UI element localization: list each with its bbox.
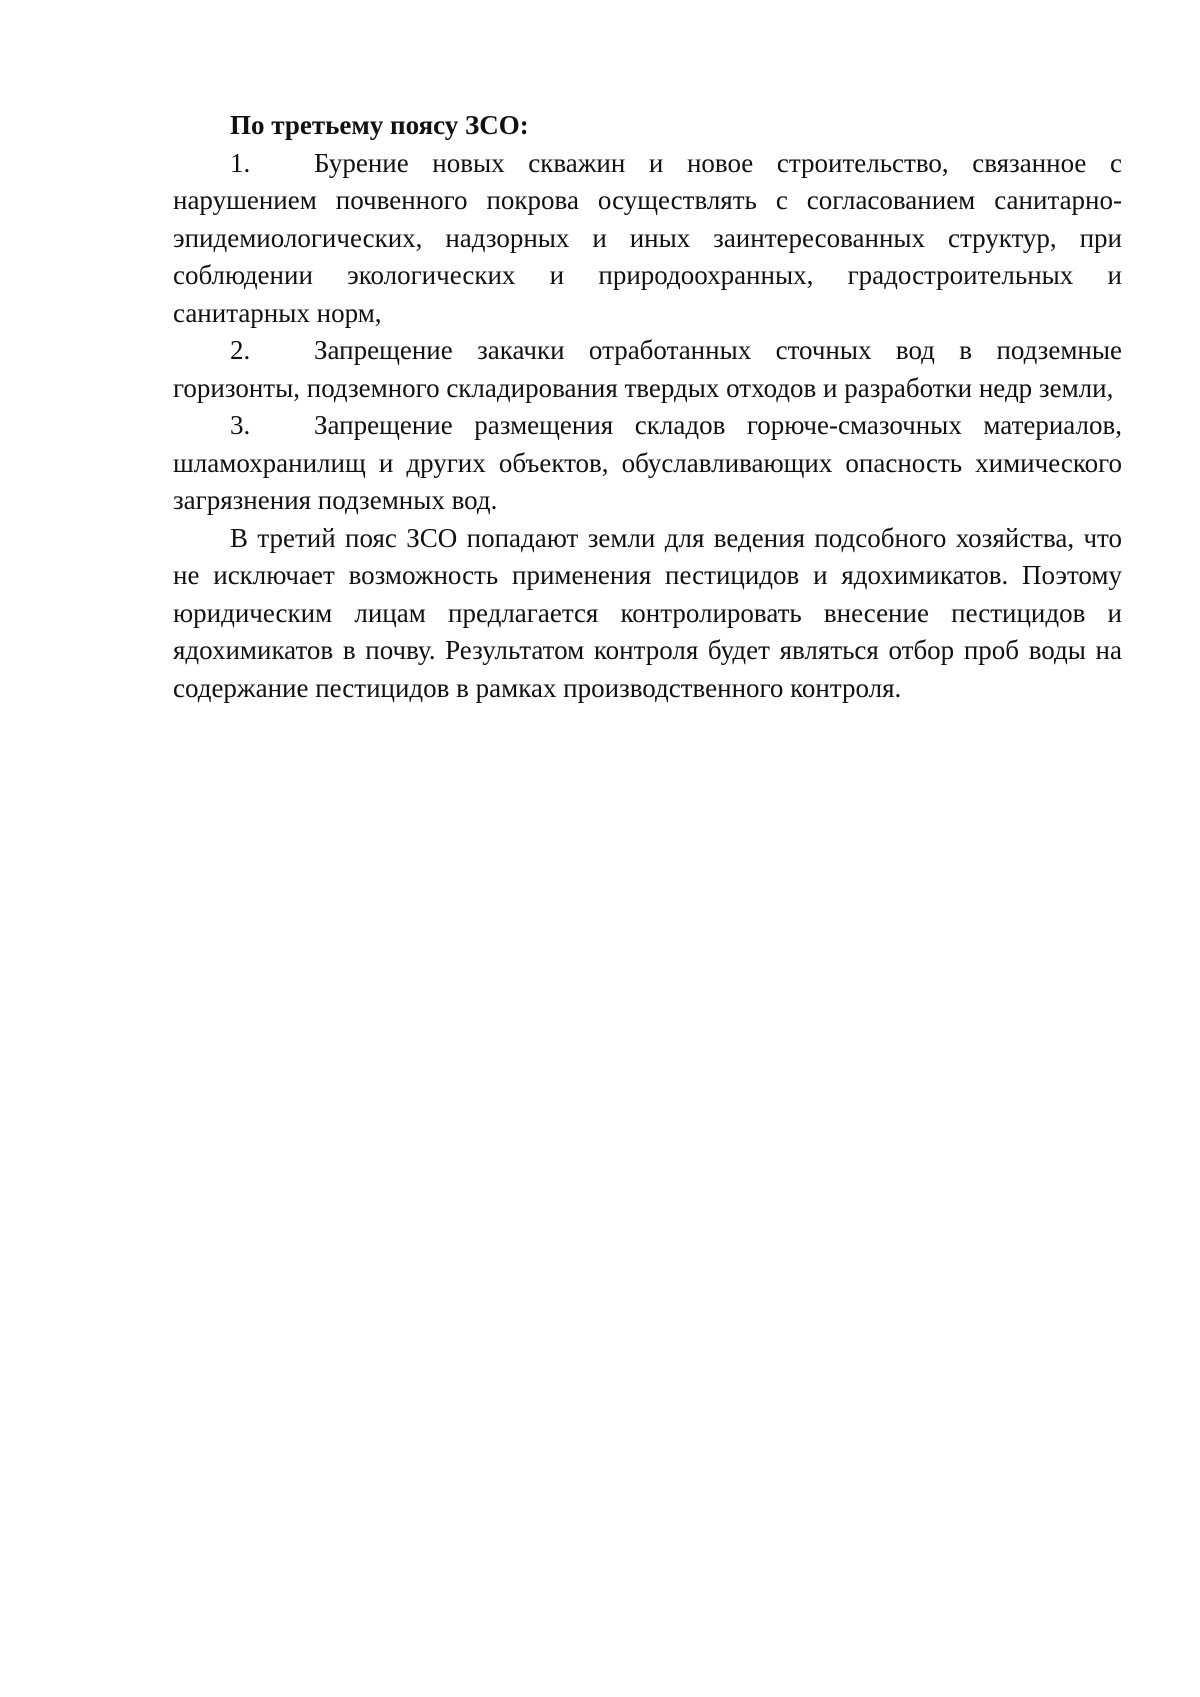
list-item-number: 3. <box>230 410 251 440</box>
list-item <box>173 407 1122 520</box>
list-item-number: 2. <box>230 335 251 365</box>
section-heading: По третьему поясу ЗСО: <box>230 110 529 140</box>
list-item-text: Запрещение размещения складов горюче-смазочных материалов, шламохранилищ и других объектов, обуславливающих опасность химического загрязнения подземных вод. <box>173 410 1122 515</box>
document-body <box>173 107 1122 707</box>
body-paragraph: В третий пояс ЗСО попадают земли для ведения подсобного хозяйства, что не исключает возможность применения пестицидов и ядохимикатов. Поэтому юридическим лицам предлагается контролировать внесение пестицидов и ядохимикатов в почву. Результатом контроля будет являться отбор проб воды на содержание пестицидов в рамках производственного контроля. <box>173 522 1122 703</box>
list-item <box>173 145 1122 333</box>
list-item <box>173 332 1122 407</box>
list-item-text: Бурение новых скважин и новое строительство, связанное с нарушением почвенного покрова осуществлять с согласованием санитарно-эпидемиологических, надзорных и иных заинтересованных структур, при соблюдении экологических и природоохранных, градостроительных и санитарных норм, <box>173 147 1122 328</box>
list-item-text: Запрещение закачки отработанных сточных вод в подземные горизонты, подземного складирования твердых отходов и разработки недр земли, <box>173 335 1122 403</box>
list-item-number: 1. <box>230 147 251 178</box>
